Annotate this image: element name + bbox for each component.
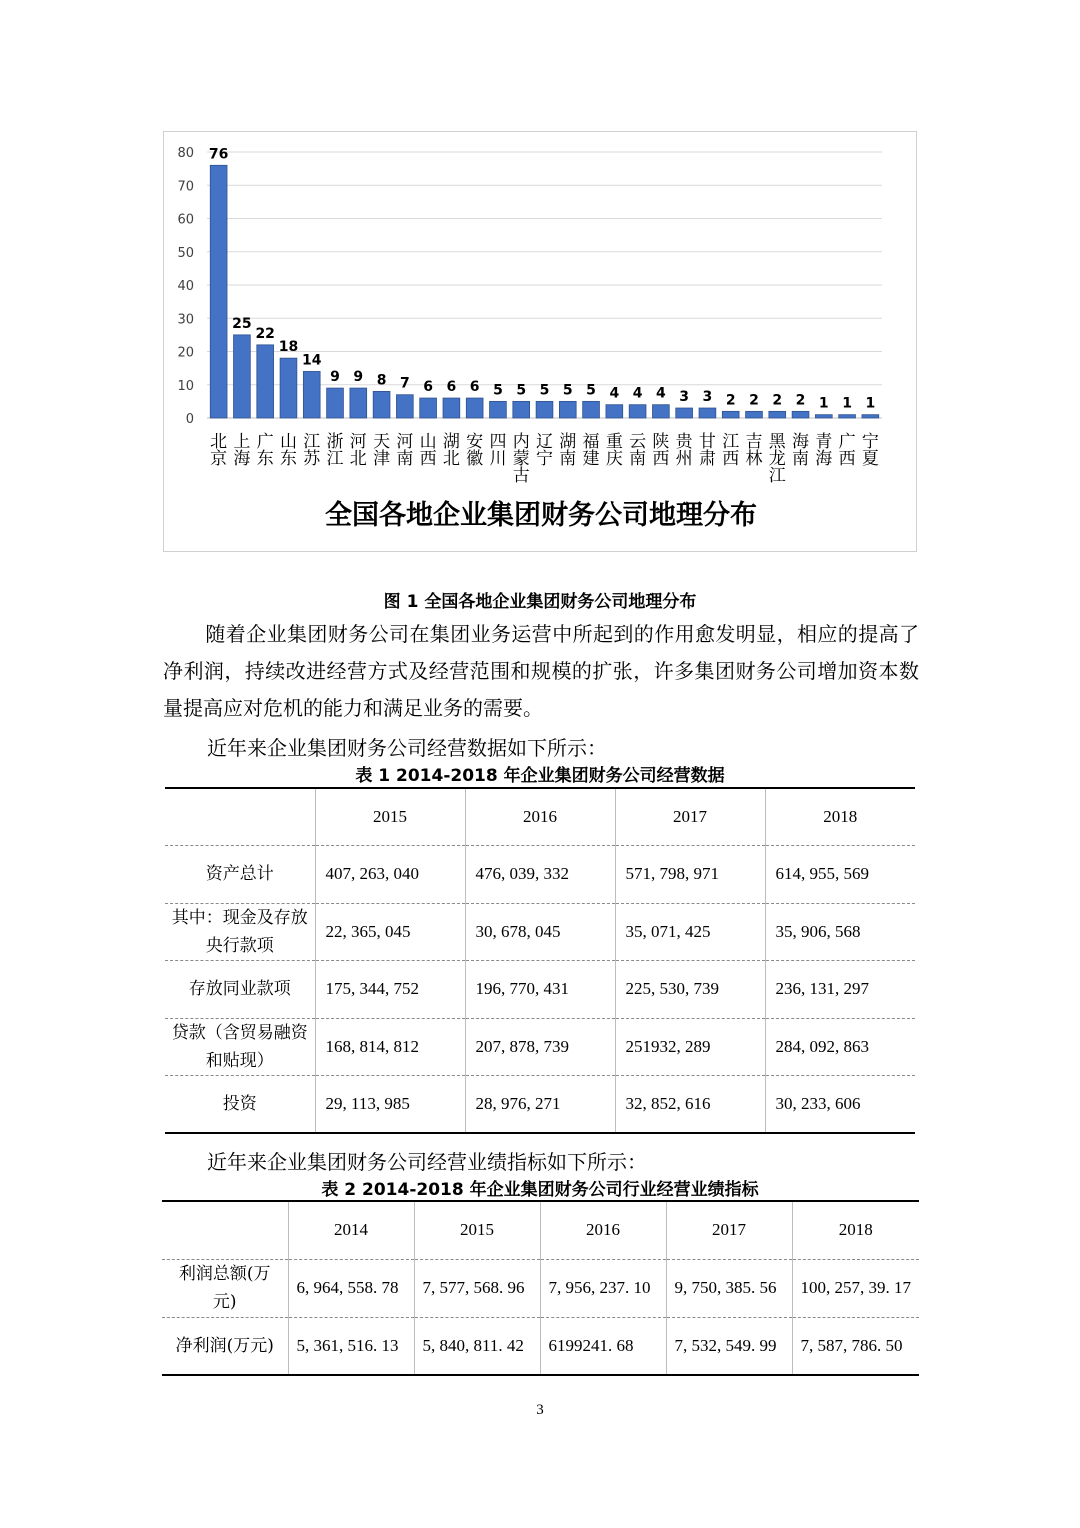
bar [559, 401, 576, 418]
page-number: 3 [536, 1402, 544, 1418]
chart-container [163, 131, 917, 552]
table2-header-cell: 2018 [792, 1201, 919, 1259]
data-label: 5 [586, 382, 596, 399]
table1 [165, 787, 915, 1134]
x-tick-label: 河北 [349, 432, 367, 469]
y-tick-label: 80 [177, 146, 194, 161]
x-tick-label: 天津 [373, 432, 391, 469]
x-tick-label: 安徽 [466, 432, 484, 469]
data-label: 6 [469, 379, 480, 396]
data-label: 5 [562, 382, 573, 399]
table-cell: 7, 587, 786. 50 [792, 1317, 919, 1375]
x-tick-label: 吉林 [745, 432, 763, 469]
bar [722, 411, 739, 418]
table-row [165, 846, 915, 904]
data-label: 25 [232, 315, 252, 332]
y-tick-label: 10 [177, 378, 194, 394]
data-label: 1 [818, 395, 829, 412]
y-tick-label: 70 [177, 179, 194, 195]
table-cell: 196, 770, 431 [465, 961, 615, 1019]
bar-chart [164, 132, 918, 553]
table1-header-cell: 2018 [765, 788, 915, 846]
data-label: 76 [208, 146, 229, 163]
bar [257, 345, 274, 418]
table-cell: 29, 113, 985 [315, 1076, 465, 1134]
row-label: 存放同业款项 [165, 961, 315, 1019]
x-tick-label: 云南 [629, 432, 647, 469]
table-cell: 6199241. 68 [540, 1317, 666, 1375]
bar [280, 358, 297, 418]
data-label: 6 [446, 379, 457, 396]
paragraph-table1-intro: 近年来企业集团财务公司经营数据如下所示： [207, 736, 607, 760]
x-tick-label: 河南 [396, 432, 414, 469]
table-cell: 32, 852, 616 [615, 1076, 765, 1134]
table-cell: 100, 257, 39. 17 [792, 1259, 919, 1317]
table-cell: 5, 840, 811. 42 [414, 1317, 540, 1375]
data-label: 22 [255, 325, 275, 342]
row-label: 投资 [222, 1094, 257, 1114]
data-label: 18 [278, 339, 299, 356]
x-tick-label: 重庆 [605, 432, 623, 469]
x-tick-label: 上海 [233, 432, 251, 469]
x-tick-label: 浙江 [326, 432, 344, 469]
bar [466, 398, 483, 418]
table-cell: 236, 131, 297 [765, 961, 915, 1019]
table2-caption: 表 2 2014-2018 年企业集团财务公司行业经营业绩指标 [321, 1180, 759, 1200]
row-label: 净利润(万元) [175, 1335, 274, 1356]
table-row [165, 1076, 915, 1134]
paragraph-table2-intro: 近年来企业集团财务公司经营业绩指标如下所示： [207, 1150, 647, 1174]
data-label: 14 [301, 352, 322, 369]
table-cell: 22, 365, 045 [315, 903, 465, 961]
x-tick-label: 宁夏 [861, 432, 879, 469]
bar [327, 388, 344, 418]
row-label: 利润总额(万元) [162, 1259, 288, 1317]
bar [676, 408, 693, 418]
x-tick-label: 江苏 [303, 432, 321, 469]
table-cell: 28, 976, 271 [465, 1076, 615, 1134]
x-tick-label: 湖南 [559, 432, 577, 469]
table-row [162, 1317, 919, 1375]
bar [606, 405, 623, 418]
table-cell: 407, 263, 040 [315, 846, 465, 904]
bar [396, 395, 413, 418]
bar [792, 411, 809, 418]
bar [536, 401, 553, 418]
bar [513, 401, 530, 418]
table-cell: 30, 678, 045 [465, 903, 615, 961]
x-tick-label: 江西 [722, 432, 740, 469]
x-tick-label: 福建 [582, 432, 600, 469]
bar [583, 401, 600, 418]
table-cell: 7, 577, 568. 96 [414, 1259, 540, 1317]
data-label: 2 [725, 392, 736, 409]
table1-header-cell: 2017 [615, 788, 765, 846]
x-tick-label: 山西 [419, 432, 437, 469]
data-label: 5 [493, 382, 503, 399]
x-tick-label: 海南 [792, 432, 810, 469]
table-cell: 7, 956, 237. 10 [540, 1259, 666, 1317]
figure-caption: 图 1 全国各地企业集团财务公司地理分布 [383, 592, 697, 612]
table-cell: 476, 039, 332 [465, 846, 615, 904]
data-label: 4 [656, 385, 666, 402]
bar [862, 415, 879, 418]
x-tick-label: 内蒙古 [512, 432, 530, 486]
data-label: 5 [516, 382, 527, 399]
row-label: 贷款（含贸易融资和贴现） [165, 1018, 315, 1076]
bar [234, 335, 251, 418]
table2-header-cell: 2016 [540, 1201, 666, 1259]
bar [839, 415, 856, 418]
bar [629, 405, 646, 418]
paragraph-intro-text: 随着企业集团财务公司在集团业务运营中所起到的作用愈发明显，相应的提高了净利润，持续改进经营方式及经营范围和规模的扩张，许多集团财务公司增加资本数量提高应对危机的能力和满足业务的需要。 [163, 622, 919, 720]
table-cell: 225, 530, 739 [615, 961, 765, 1019]
bar [699, 408, 716, 418]
table2-header-cell: 2014 [288, 1201, 414, 1259]
table-row [162, 1259, 919, 1317]
table-cell: 175, 344, 752 [315, 961, 465, 1019]
x-tick-label: 贵州 [675, 432, 693, 469]
x-tick-label: 甘肃 [698, 432, 716, 469]
table2-header-cell: 2015 [414, 1201, 540, 1259]
bar [443, 398, 460, 418]
y-tick-label: 40 [177, 279, 194, 294]
data-label: 7 [399, 375, 410, 392]
data-label: 1 [842, 395, 852, 412]
chart-title: 全国各地企业集团财务公司地理分布 [325, 500, 757, 531]
data-label: 2 [795, 392, 806, 409]
data-label: 4 [632, 385, 643, 402]
x-tick-label: 广西 [838, 432, 856, 469]
y-tick-label: 50 [177, 245, 194, 261]
table-cell: 5, 361, 516. 13 [288, 1317, 414, 1375]
data-label: 3 [679, 389, 690, 406]
table1-header-cell: 2015 [315, 788, 465, 846]
data-label: 2 [749, 392, 759, 409]
data-label: 4 [609, 385, 620, 402]
bar [769, 411, 786, 418]
data-label: 8 [376, 372, 387, 389]
table-cell: 284, 092, 863 [765, 1018, 915, 1076]
y-tick-label: 20 [177, 345, 194, 361]
table-cell: 571, 798, 971 [615, 846, 765, 904]
x-tick-label: 黑龙江 [768, 432, 786, 486]
data-label: 9 [330, 369, 340, 386]
data-label: 5 [539, 382, 550, 399]
x-tick-label: 青海 [815, 432, 833, 469]
y-tick-label: 0 [185, 412, 194, 427]
table-row [165, 903, 915, 961]
bar [653, 405, 670, 418]
data-label: 9 [353, 369, 364, 386]
table1-header-row [165, 788, 915, 846]
x-tick-label: 广东 [256, 432, 274, 469]
table-cell: 7, 532, 549. 99 [666, 1317, 792, 1375]
data-label: 1 [865, 395, 876, 412]
x-tick-label: 四川 [489, 432, 507, 469]
table-cell: 207, 878, 739 [465, 1018, 615, 1076]
bar [373, 391, 390, 418]
table-row [165, 1018, 915, 1076]
table-cell: 35, 071, 425 [615, 903, 765, 961]
row-label: 其中：现金及存放央行款项 [165, 903, 315, 961]
table2 [162, 1200, 919, 1376]
table-cell: 251932, 289 [615, 1018, 765, 1076]
bar [350, 388, 367, 418]
x-tick-label: 山东 [279, 432, 297, 469]
table1-header-cell [165, 788, 315, 846]
data-label: 6 [423, 379, 433, 396]
table-cell: 6, 964, 558. 78 [288, 1259, 414, 1317]
table-cell: 35, 906, 568 [765, 903, 915, 961]
paragraph-intro [163, 616, 919, 727]
bar [746, 411, 763, 418]
x-tick-label: 辽宁 [536, 432, 553, 469]
bar [210, 165, 227, 418]
y-tick-label: 60 [177, 212, 194, 228]
data-label: 3 [702, 389, 713, 406]
y-tick-label: 30 [177, 312, 194, 328]
x-tick-label: 湖北 [442, 432, 460, 469]
bar [490, 401, 507, 418]
table-row [165, 961, 915, 1019]
table1-caption: 表 1 2014-2018 年企业集团财务公司经营数据 [355, 766, 725, 786]
table-cell: 168, 814, 812 [315, 1018, 465, 1076]
bar [303, 371, 320, 418]
table2-header-cell: 2017 [666, 1201, 792, 1259]
table2-header-row [162, 1201, 919, 1259]
bar [420, 398, 437, 418]
x-tick-label: 陕西 [652, 432, 670, 469]
table1-header-cell: 2016 [465, 788, 615, 846]
row-label: 资产总计 [165, 846, 315, 904]
table-cell: 9, 750, 385. 56 [666, 1259, 792, 1317]
x-tick-label: 北京 [210, 432, 228, 469]
table-cell: 30, 233, 606 [765, 1076, 915, 1134]
table-cell: 614, 955, 569 [765, 846, 915, 904]
data-label: 2 [772, 392, 783, 409]
bar [815, 415, 832, 418]
table2-header-cell [162, 1201, 288, 1259]
